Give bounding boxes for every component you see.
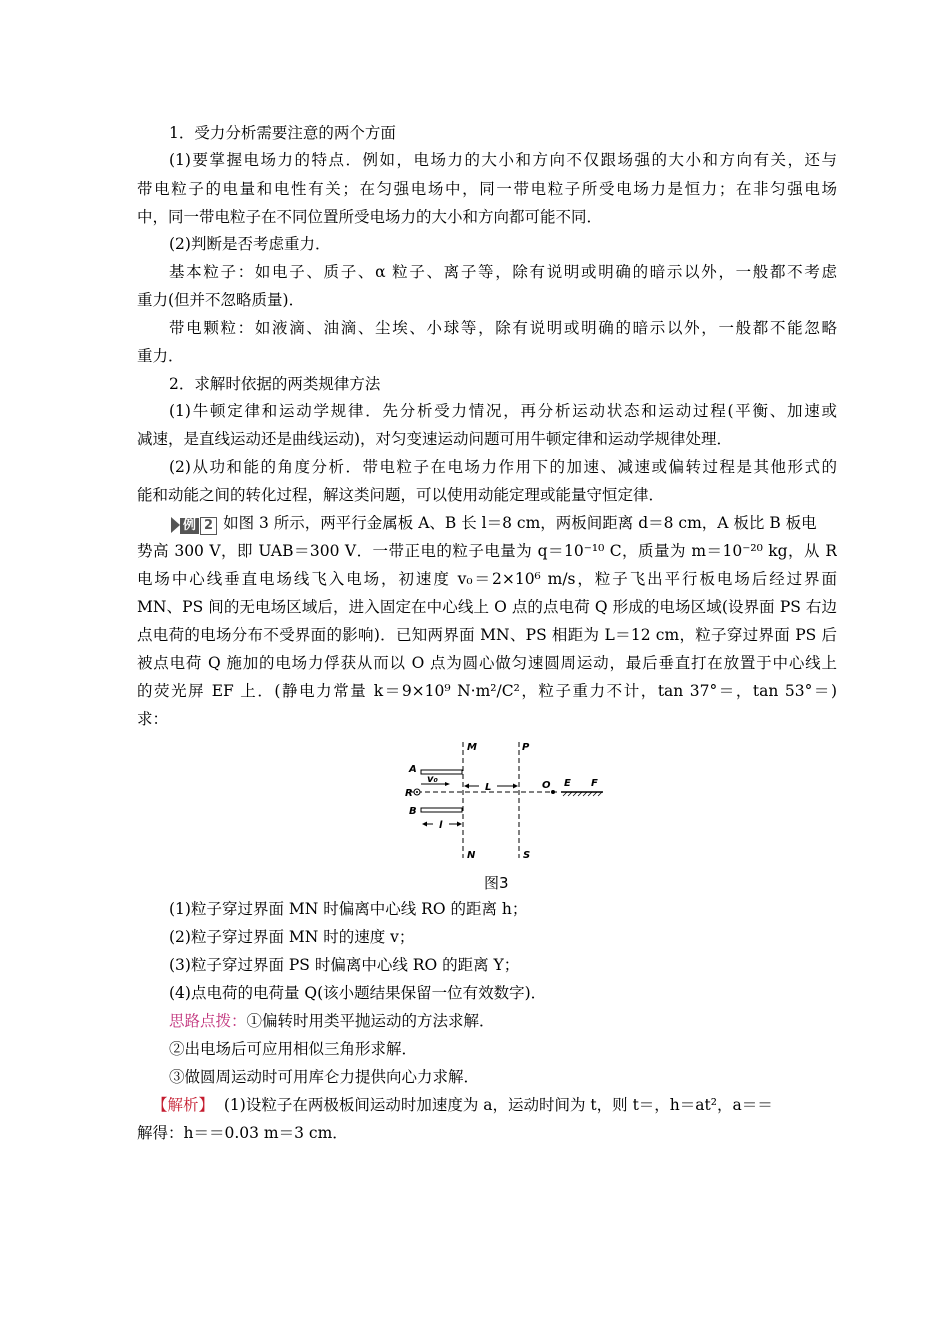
label-e: E: [564, 778, 571, 789]
hint-item: ②出电场后可应用相似三角形求解．: [169, 1040, 418, 1058]
point-charge-o-icon: [551, 790, 555, 794]
question-item: (4)点电荷的电荷量 Q(该小题结果保留一位有效数字)．: [169, 984, 547, 1002]
arrowhead-right-icon: [457, 822, 462, 827]
example-text: 如图 3 所示，两平行金属板 A、B 长 l＝8 cm，两板间距离 d＝8 cm，A 板比 B 板电: [223, 514, 817, 532]
plate-b: [421, 808, 462, 812]
hint-text: ①偏转时用类平抛运动的方法求解．: [246, 1012, 495, 1030]
label-v0: v₀: [427, 774, 438, 785]
solution-label: 【解析】: [152, 1096, 215, 1114]
example-line: 的荧光屏 EF 上．(静电力常量 k＝9×10⁹ N·m²/C²，粒子重力不计，tan 37°＝，tan 53°＝): [137, 682, 837, 700]
figure-diagram: [397, 736, 607, 864]
label-r: R: [405, 788, 413, 799]
label-m: M: [467, 742, 477, 753]
section-1-heading: 1．受力分析需要注意的两个方面: [169, 124, 396, 142]
example-line: 势高 300 V，即 UAB＝300 V．一带正电的粒子电量为 q＝10⁻¹⁰ C，质量为 m＝10⁻²⁰ kg，从 R: [137, 542, 837, 560]
label-small-l: l: [439, 820, 443, 831]
example-line: 电场中心线垂直电场线飞入电场，初速度 v₀＝2×10⁶ m/s，粒子飞出平行板电场后经过界面: [137, 570, 837, 588]
section-2-heading: 2．求解时依据的两类规律方法: [169, 375, 381, 393]
paragraph-line: (1)要掌握电场力的特点．例如，电场力的大小和方向不仅跟场强的大小和方向有关，还与: [169, 151, 837, 169]
paragraph-line: (2)从功和能的角度分析．带电粒子在电场力作用下的加速、减速或偏转过程是其他形式的: [169, 458, 837, 476]
solution-line: 解得：h＝＝0.03 m＝3 cm．: [137, 1124, 348, 1142]
label-s: S: [523, 850, 531, 861]
hint-item: ③做圆周运动时可用库仑力提供向心力求解．: [169, 1068, 480, 1086]
paragraph-line: 能和动能之间的转化过程，解这类问题，可以使用动能定理或能量守恒定律．: [137, 486, 665, 504]
paragraph-line: 重力．: [137, 347, 184, 365]
paragraph-line: 带电粒子的电量和电性有关；在匀强电场中，同一带电粒子所受电场力是恒力；在非匀强电场: [137, 180, 837, 198]
label-a: A: [409, 764, 417, 775]
paragraph-line: 中，同一带电粒子在不同位置所受电场力的大小和方向都可能不同．: [137, 208, 603, 226]
paragraph-line: (2)判断是否考虑重力．: [169, 235, 331, 253]
hint-line: [169, 1010, 495, 1032]
triangle-icon: [171, 517, 180, 533]
question-item: (2)粒子穿过界面 MN 时的速度 v；: [169, 928, 415, 946]
label-p: P: [522, 742, 530, 753]
question-item: (1)粒子穿过界面 MN 时偏离中心线 RO 的距离 h；: [169, 900, 528, 918]
arrowhead-right-icon: [513, 784, 518, 789]
label-o: O: [542, 780, 551, 791]
paragraph-line: 重力(但并不忽略质量)．: [137, 291, 305, 309]
example-line: MN、PS 间的无电场区域后，进入固定在中心线上 O 点的点电荷 Q 形成的电场区域(设界面 PS 右边: [137, 598, 837, 616]
arrowhead-left-icon: [422, 822, 427, 827]
example-badge-label: 例: [180, 518, 199, 534]
arrowhead-left-icon: [464, 784, 469, 789]
question-item: (3)粒子穿过界面 PS 时偏离中心线 RO 的距离 Y；: [169, 956, 520, 974]
figure-caption: 图3: [484, 874, 509, 892]
velocity-arrowhead-icon: [445, 782, 450, 786]
label-f: F: [591, 778, 598, 789]
label-n: N: [467, 850, 476, 861]
solution-line: [152, 1094, 773, 1116]
label-b: B: [409, 806, 417, 817]
paragraph-line: (1)牛顿定律和运动学规律．先分析受力情况，再分析运动状态和运动过程(平衡、加速或: [169, 402, 837, 420]
example-line: 被点电荷 Q 施加的电场力俘获从而以 O 点为圆心做匀速圆周运动，最后垂直打在放置于中心线上: [137, 654, 837, 672]
example-badge-number: 2: [200, 517, 217, 535]
solution-text: (1)设粒子在两极板间运动时加速度为 a，运动时间为 t，则 t＝，h＝at²，a＝＝: [223, 1096, 773, 1114]
paragraph-line: 带电颗粒：如液滴、油滴、尘埃、小球等，除有说明或明确的暗示以外，一般都不能忽略: [169, 319, 837, 337]
example-line: 点电荷的电场分布不受界面的影响)．已知两界面 MN、PS 相距为 L＝12 cm，粒子穿过界面 PS 后: [137, 626, 837, 644]
example-first-line: [171, 512, 817, 535]
paragraph-line: 基本粒子：如电子、质子、α 粒子、离子等，除有说明或明确的暗示以外，一般都不考虑: [169, 263, 837, 281]
label-big-l: L: [485, 782, 492, 793]
example-line: 求：: [137, 710, 169, 728]
hint-label: 思路点拨：: [169, 1012, 247, 1030]
point-r-dot: [416, 791, 418, 793]
paragraph-line: 减速，是直线运动还是曲线运动)，对匀变速运动问题可用牛顿定律和运动学规律处理．: [137, 430, 733, 448]
example-badge: [171, 513, 217, 535]
